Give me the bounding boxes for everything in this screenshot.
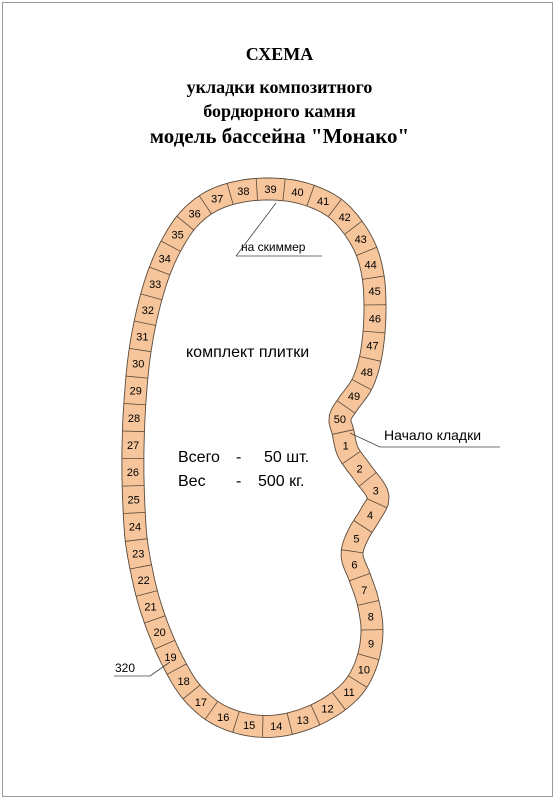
stone-number: 11 bbox=[343, 687, 355, 700]
stone-number: 46 bbox=[368, 313, 382, 326]
stone-number: 3 bbox=[372, 485, 379, 498]
stone-number: 44 bbox=[364, 259, 377, 272]
stone-number: 18 bbox=[177, 675, 190, 688]
stone-number: 15 bbox=[243, 720, 256, 732]
stone-number: 25 bbox=[127, 494, 140, 507]
start-label: Начало кладки bbox=[384, 427, 482, 443]
title-line-1: СХЕМА bbox=[245, 44, 314, 64]
stone-number: 7 bbox=[361, 584, 368, 597]
stone-number: 1 bbox=[342, 440, 349, 453]
stone-number: 17 bbox=[194, 696, 208, 709]
stone-number: 42 bbox=[338, 212, 351, 225]
stone-number: 33 bbox=[149, 278, 162, 291]
stone-divider bbox=[263, 715, 264, 737]
stone-number: 23 bbox=[132, 548, 145, 561]
stone-number: 36 bbox=[188, 208, 201, 221]
stone-number: 40 bbox=[291, 186, 304, 199]
weight-label: Вес bbox=[178, 473, 206, 490]
stone-number: 22 bbox=[137, 575, 150, 588]
stone-number: 39 bbox=[264, 184, 277, 196]
stone-number: 49 bbox=[347, 390, 361, 403]
skimmer-label: на скиммер bbox=[241, 240, 306, 254]
stone-number: 34 bbox=[158, 253, 171, 266]
stone-number: 14 bbox=[270, 721, 283, 733]
stone-number: 21 bbox=[144, 601, 157, 614]
stone-number: 9 bbox=[368, 638, 375, 651]
weight-dash: - bbox=[236, 473, 242, 490]
stone-number: 43 bbox=[354, 234, 367, 247]
stone-number: 20 bbox=[153, 627, 166, 640]
stone-number: 24 bbox=[128, 521, 142, 534]
dimension-label: 320 bbox=[115, 661, 136, 675]
stone-number: 5 bbox=[353, 533, 360, 546]
stone-number: 4 bbox=[366, 509, 374, 522]
stone-number: 30 bbox=[132, 358, 145, 371]
title-line-3: бордюрного камня bbox=[203, 101, 356, 121]
stone-number: 31 bbox=[136, 331, 149, 344]
stone-number: 6 bbox=[351, 559, 358, 572]
weight-value: 500 кг. bbox=[258, 473, 305, 490]
stone-number: 2 bbox=[356, 463, 363, 476]
total-value: 50 шт. bbox=[264, 449, 310, 466]
title-line-2: укладки композитного bbox=[186, 77, 373, 97]
stone-number: 48 bbox=[360, 367, 373, 380]
stone-number: 8 bbox=[367, 611, 374, 624]
stone-number: 50 bbox=[333, 413, 347, 426]
stone-number: 38 bbox=[237, 186, 250, 198]
stone-number: 41 bbox=[316, 195, 330, 208]
stone-number: 13 bbox=[296, 714, 309, 727]
stone-number: 16 bbox=[217, 712, 230, 724]
stone-number: 32 bbox=[141, 305, 155, 317]
stone-number: 29 bbox=[129, 385, 142, 398]
stone-number: 37 bbox=[211, 193, 224, 206]
stone-number: 19 bbox=[164, 652, 177, 665]
stone-number: 10 bbox=[357, 664, 371, 677]
total-label: Всего bbox=[178, 449, 220, 466]
stone-number: 35 bbox=[171, 229, 184, 242]
stone-number: 45 bbox=[368, 286, 381, 299]
total-dash: - bbox=[236, 449, 242, 466]
stone-number: 12 bbox=[321, 703, 334, 716]
stone-number: 26 bbox=[126, 467, 140, 480]
stone-number: 28 bbox=[127, 412, 141, 425]
title-line-4: модель бассейна "Монако" bbox=[149, 124, 410, 148]
stone-number: 47 bbox=[366, 340, 379, 353]
stone-number: 27 bbox=[126, 440, 140, 452]
kit-label: комплект плитки bbox=[186, 344, 310, 361]
